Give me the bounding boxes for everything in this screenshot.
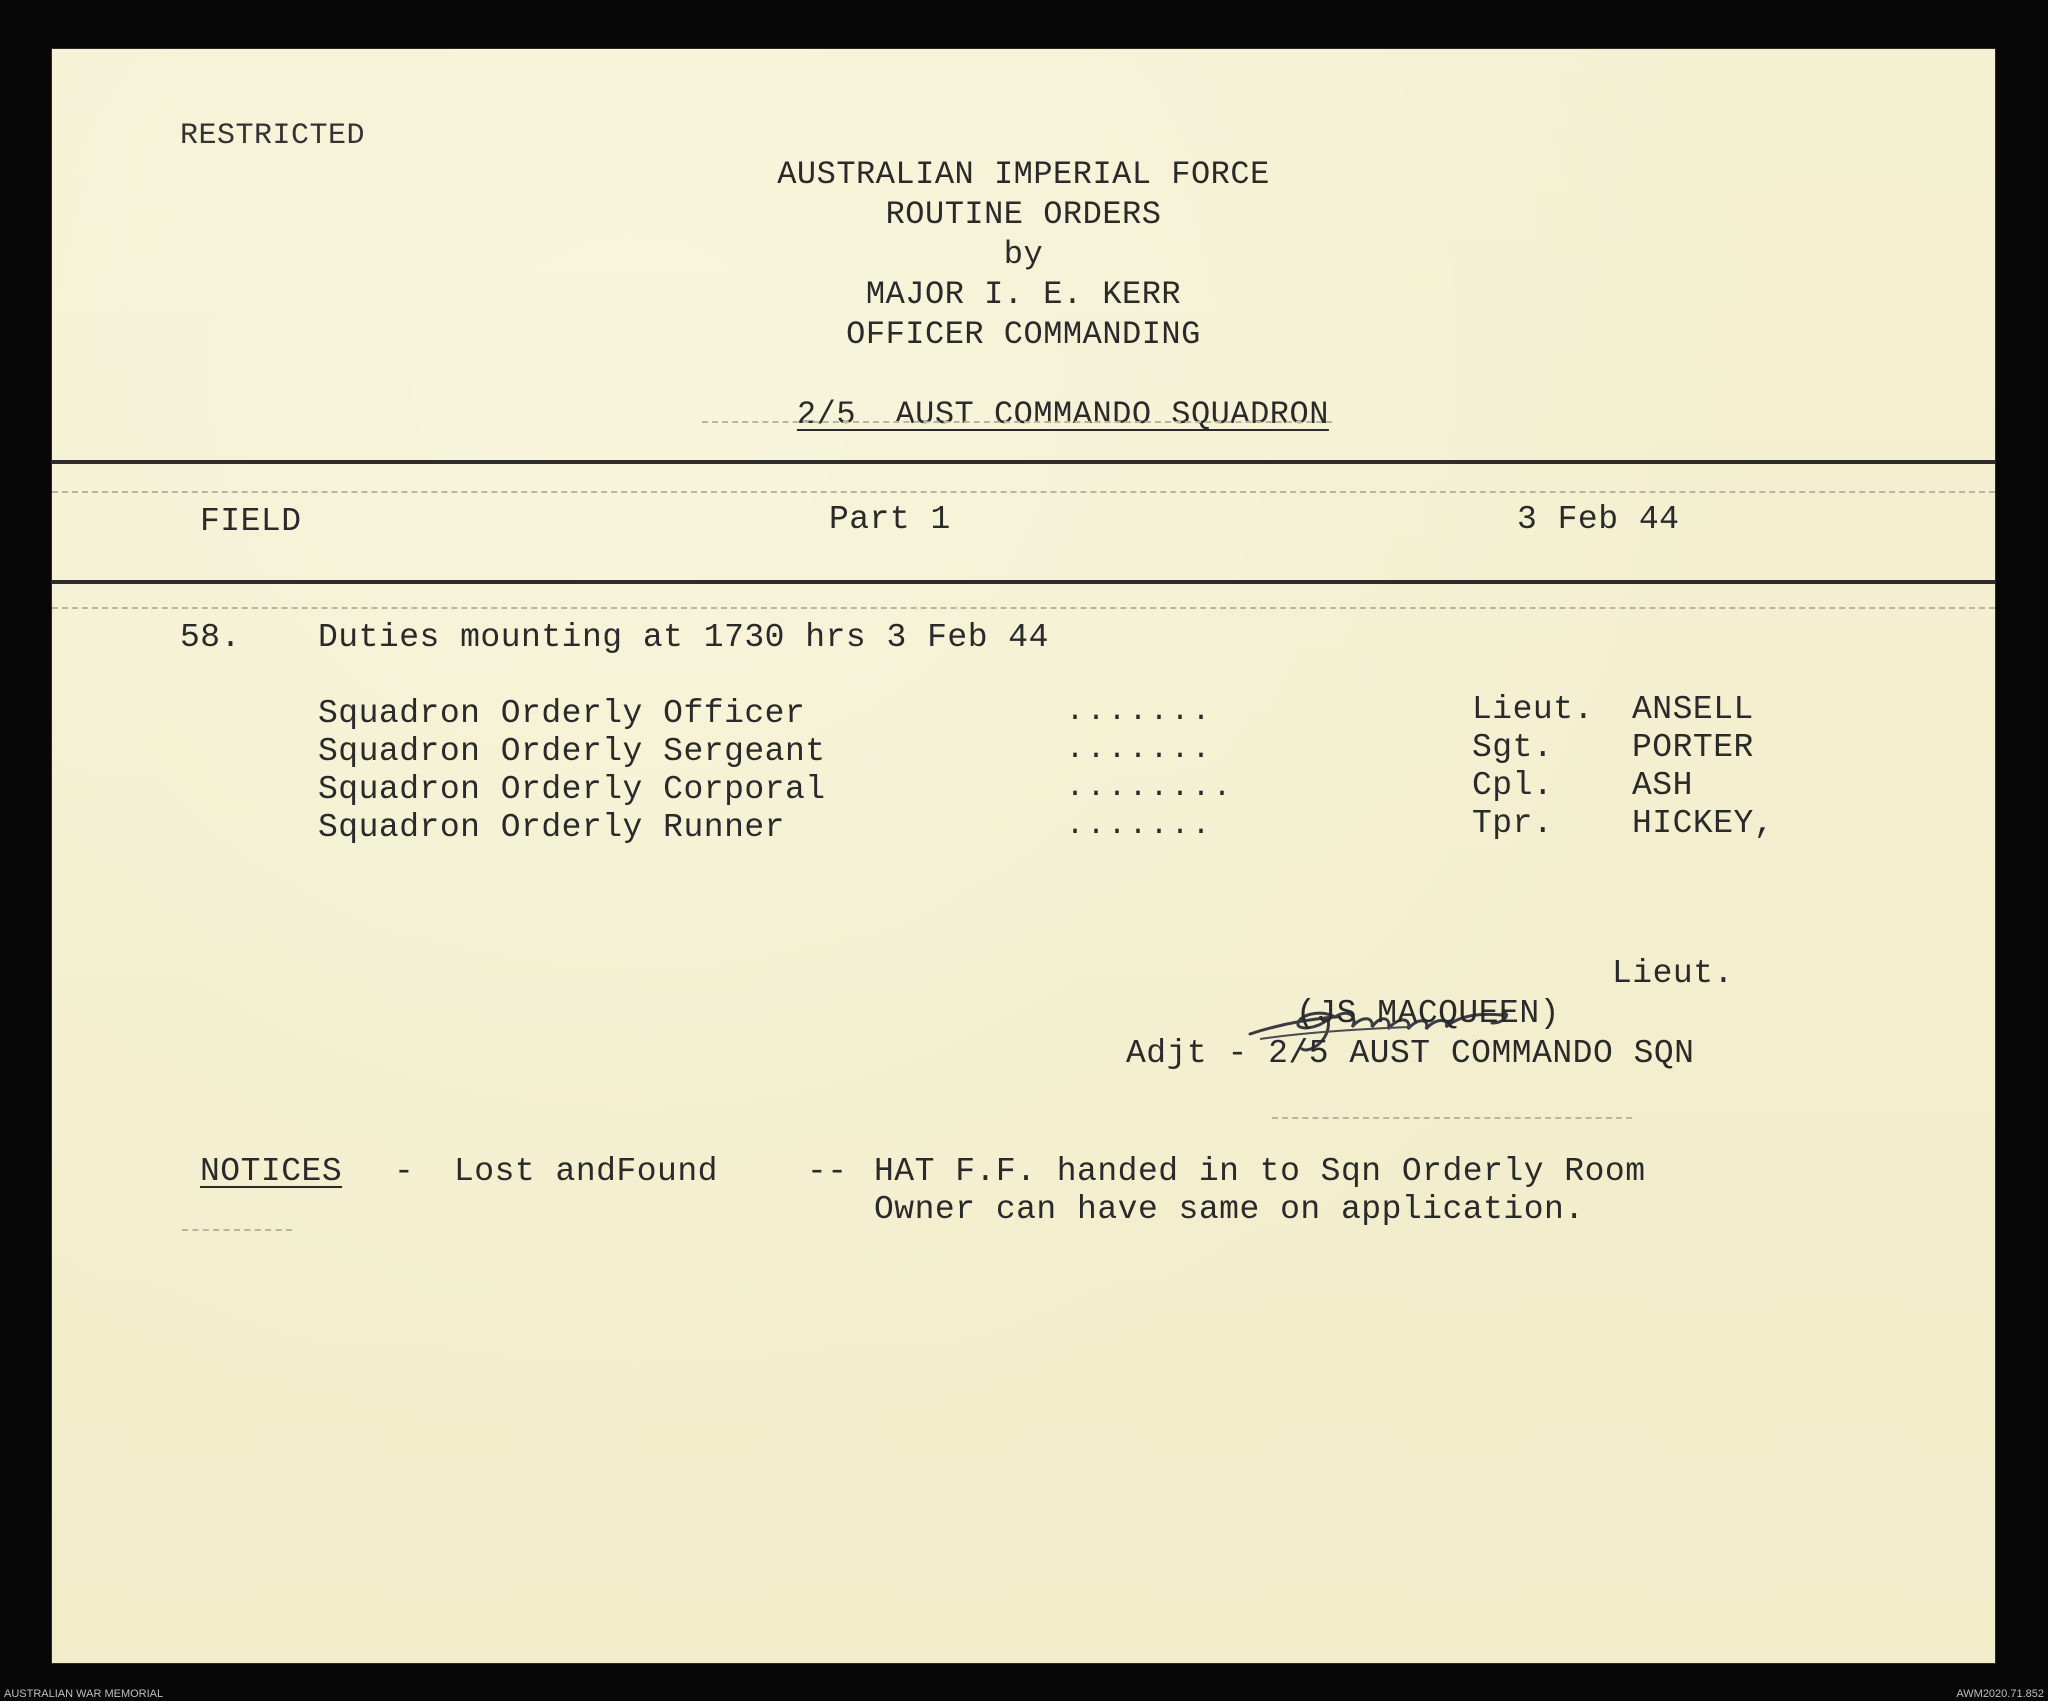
unit-title: 2/5 AUST COMMANDO SQUADRON xyxy=(796,396,1329,433)
duty-role: Squadron Orderly Corporal xyxy=(318,771,826,808)
duty-role: Squadron Orderly Officer xyxy=(318,695,806,732)
duty-name: ANSELL xyxy=(1632,691,1754,728)
date-label: 3 Feb 44 xyxy=(1517,501,1680,538)
restricted-stamp: RESTRICTED xyxy=(180,119,366,153)
archive-credit: AUSTRALIAN WAR MEMORIAL xyxy=(4,1688,164,1700)
duty-rank: Cpl. xyxy=(1472,767,1554,804)
document-sheet xyxy=(52,49,1995,1663)
signatory-rank: Lieut. xyxy=(1612,955,1734,992)
notice-line-2: Owner can have same on application. xyxy=(874,1191,1585,1228)
dotted-rule xyxy=(702,421,1332,423)
duty-rank: Lieut. xyxy=(1472,691,1594,728)
order-title: Duties mounting at 1730 hrs 3 Feb 44 xyxy=(318,619,1049,656)
dotted-rule xyxy=(52,491,1995,493)
header-line-6 xyxy=(52,355,1995,475)
archive-reference: AWM2020.71.852 xyxy=(1956,1688,2044,1700)
leader-dots: ....... xyxy=(1066,695,1214,729)
notices-subject: Lost andFound xyxy=(454,1153,718,1190)
signatory-name: (JS MACQUEEN) xyxy=(1296,995,1560,1032)
order-number: 58. xyxy=(180,619,241,656)
duty-role: Squadron Orderly Sergeant xyxy=(318,733,826,770)
top-divider xyxy=(52,460,1995,464)
leader-dots: ........ xyxy=(1066,771,1235,805)
dotted-rule xyxy=(52,607,1995,609)
header-line-2: ROUTINE ORDERS xyxy=(885,196,1162,233)
notices-separator: -- xyxy=(807,1153,848,1190)
duty-rank: Tpr. xyxy=(1472,805,1554,842)
header-line-5: OFFICER COMMANDING xyxy=(846,316,1201,353)
notices-dash: - xyxy=(394,1153,415,1190)
bottom-divider xyxy=(52,580,1995,584)
leader-dots: ....... xyxy=(1066,809,1214,843)
duty-rank: Sgt. xyxy=(1472,729,1554,766)
header-line-4: MAJOR I. E. KERR xyxy=(865,276,1182,313)
part-label: Part 1 xyxy=(829,501,951,538)
header-line-1: AUSTRALIAN IMPERIAL FORCE xyxy=(777,156,1270,193)
leader-dots: ....... xyxy=(1066,733,1214,767)
notice-line-1: HAT F.F. handed in to Sqn Orderly Room xyxy=(874,1153,1646,1190)
header-line-3: by xyxy=(1003,236,1044,273)
notices-heading: NOTICES xyxy=(200,1153,343,1190)
location-label: FIELD xyxy=(200,503,302,540)
duty-name: HICKEY, xyxy=(1632,805,1775,842)
duty-name: ASH xyxy=(1632,767,1693,804)
duty-role: Squadron Orderly Runner xyxy=(318,809,785,846)
dotted-rule xyxy=(182,1229,292,1231)
dotted-rule xyxy=(1272,1117,1632,1119)
duty-name: PORTER xyxy=(1632,729,1754,766)
signatory-appointment: Adjt - 2/5 AUST COMMANDO SQN xyxy=(1126,1035,1695,1072)
